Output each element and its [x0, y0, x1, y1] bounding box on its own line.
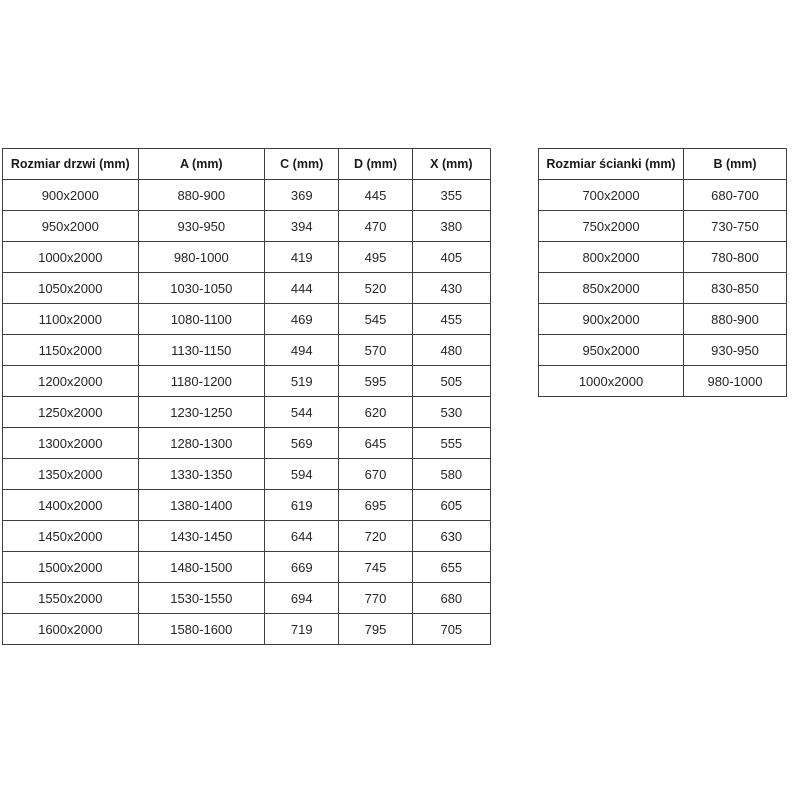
table-cell: 455: [412, 304, 490, 335]
table-row: [539, 366, 787, 397]
table-cell: 1200x2000: [3, 366, 139, 397]
table-cell: 1150x2000: [3, 335, 139, 366]
table-cell: 369: [265, 180, 339, 211]
table-cell: 1250x2000: [3, 397, 139, 428]
table-cell: 495: [339, 242, 412, 273]
column-header: Rozmiar ścianki (mm): [539, 149, 684, 180]
table-cell: 770: [339, 583, 412, 614]
table-cell: 695: [339, 490, 412, 521]
table-cell: 544: [265, 397, 339, 428]
table-row: [3, 521, 491, 552]
table-cell: 480: [412, 335, 490, 366]
table-cell: 1530-1550: [138, 583, 265, 614]
table-row: [3, 366, 491, 397]
table-cell: 545: [339, 304, 412, 335]
table-cell: 880-900: [138, 180, 265, 211]
table-cell: 644: [265, 521, 339, 552]
table-cell: 555: [412, 428, 490, 459]
table-cell: 780-800: [684, 242, 787, 273]
table-cell: 470: [339, 211, 412, 242]
table-cell: 1000x2000: [539, 366, 684, 397]
table-cell: 720: [339, 521, 412, 552]
table-cell: 505: [412, 366, 490, 397]
table-row: [3, 242, 491, 273]
table-cell: 620: [339, 397, 412, 428]
table-cell: 630: [412, 521, 490, 552]
table-cell: 800x2000: [539, 242, 684, 273]
table-row: [3, 428, 491, 459]
table-cell: 1330-1350: [138, 459, 265, 490]
table-cell: 1600x2000: [3, 614, 139, 645]
table-cell: 670: [339, 459, 412, 490]
table-cell: 930-950: [138, 211, 265, 242]
table-row: [3, 397, 491, 428]
table-cell: 1080-1100: [138, 304, 265, 335]
table-cell: 1430-1450: [138, 521, 265, 552]
table-cell: 730-750: [684, 211, 787, 242]
table-row: [3, 614, 491, 645]
table-cell: 669: [265, 552, 339, 583]
table-cell: 570: [339, 335, 412, 366]
wall-table-header-row: [539, 149, 787, 180]
table-row: [539, 273, 787, 304]
table-cell: 1580-1600: [138, 614, 265, 645]
table-cell: 520: [339, 273, 412, 304]
table-cell: 705: [412, 614, 490, 645]
table-cell: 494: [265, 335, 339, 366]
table-row: [539, 242, 787, 273]
table-cell: 950x2000: [3, 211, 139, 242]
table-cell: 569: [265, 428, 339, 459]
table-cell: 444: [265, 273, 339, 304]
table-cell: 930-950: [684, 335, 787, 366]
table-row: [539, 211, 787, 242]
table-cell: 1280-1300: [138, 428, 265, 459]
table-cell: 1300x2000: [3, 428, 139, 459]
table-cell: 719: [265, 614, 339, 645]
column-header: B (mm): [684, 149, 787, 180]
table-cell: 1480-1500: [138, 552, 265, 583]
table-row: [3, 273, 491, 304]
table-cell: 680: [412, 583, 490, 614]
table-row: [3, 552, 491, 583]
table-cell: 655: [412, 552, 490, 583]
table-cell: 700x2000: [539, 180, 684, 211]
table-cell: 694: [265, 583, 339, 614]
wall-size-table: [538, 148, 787, 397]
table-cell: 1400x2000: [3, 490, 139, 521]
table-cell: 1130-1150: [138, 335, 265, 366]
table-cell: 1350x2000: [3, 459, 139, 490]
column-header: X (mm): [412, 149, 490, 180]
table-row: [3, 335, 491, 366]
table-cell: 530: [412, 397, 490, 428]
table-row: [3, 490, 491, 521]
table-cell: 619: [265, 490, 339, 521]
table-cell: 980-1000: [138, 242, 265, 273]
table-cell: 900x2000: [539, 304, 684, 335]
table-cell: 980-1000: [684, 366, 787, 397]
table-cell: 1180-1200: [138, 366, 265, 397]
table-cell: 1000x2000: [3, 242, 139, 273]
column-header: A (mm): [138, 149, 265, 180]
table-cell: 405: [412, 242, 490, 273]
table-row: [3, 304, 491, 335]
table-cell: 595: [339, 366, 412, 397]
table-row: [539, 304, 787, 335]
table-cell: 830-850: [684, 273, 787, 304]
table-row: [539, 335, 787, 366]
table-cell: 1550x2000: [3, 583, 139, 614]
table-cell: 430: [412, 273, 490, 304]
door-table-header-row: [3, 149, 491, 180]
column-header: D (mm): [339, 149, 412, 180]
table-row: [539, 180, 787, 211]
table-cell: 1100x2000: [3, 304, 139, 335]
table-row: [3, 459, 491, 490]
table-cell: 1230-1250: [138, 397, 265, 428]
table-cell: 950x2000: [539, 335, 684, 366]
table-cell: 519: [265, 366, 339, 397]
table-cell: 469: [265, 304, 339, 335]
table-cell: 1380-1400: [138, 490, 265, 521]
table-cell: 850x2000: [539, 273, 684, 304]
table-cell: 355: [412, 180, 490, 211]
table-cell: 645: [339, 428, 412, 459]
table-cell: 880-900: [684, 304, 787, 335]
table-cell: 1500x2000: [3, 552, 139, 583]
column-header: Rozmiar drzwi (mm): [3, 149, 139, 180]
table-cell: 795: [339, 614, 412, 645]
table-cell: 1450x2000: [3, 521, 139, 552]
column-header: C (mm): [265, 149, 339, 180]
table-cell: 594: [265, 459, 339, 490]
table-row: [3, 583, 491, 614]
table-cell: 605: [412, 490, 490, 521]
table-cell: 445: [339, 180, 412, 211]
table-cell: 1050x2000: [3, 273, 139, 304]
table-cell: 380: [412, 211, 490, 242]
table-cell: 900x2000: [3, 180, 139, 211]
door-size-table: [2, 148, 491, 645]
table-row: [3, 211, 491, 242]
table-cell: 1030-1050: [138, 273, 265, 304]
table-cell: 680-700: [684, 180, 787, 211]
table-cell: 394: [265, 211, 339, 242]
table-cell: 580: [412, 459, 490, 490]
table-row: [3, 180, 491, 211]
table-cell: 745: [339, 552, 412, 583]
table-cell: 419: [265, 242, 339, 273]
table-cell: 750x2000: [539, 211, 684, 242]
